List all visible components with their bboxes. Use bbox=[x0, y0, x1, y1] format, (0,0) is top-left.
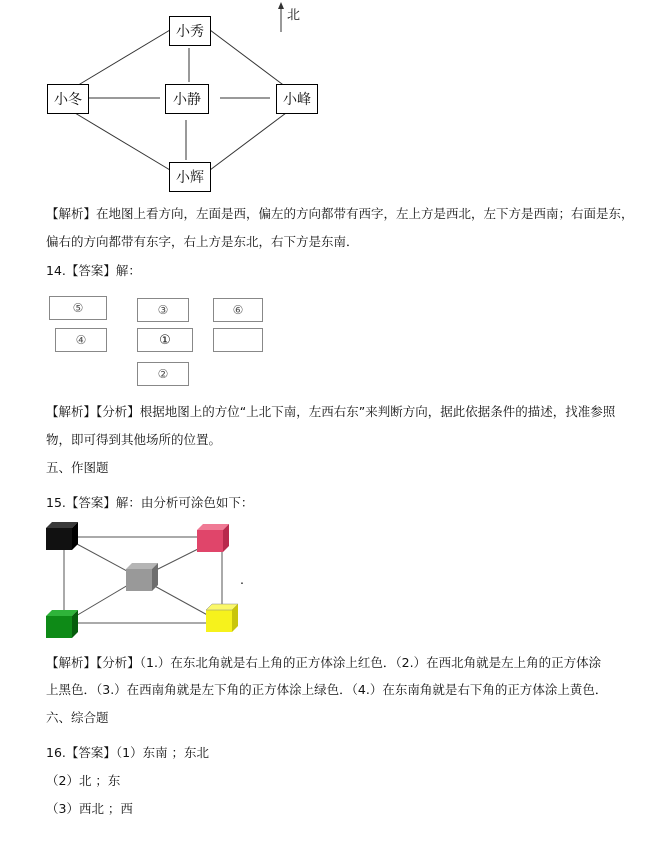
q15-answer-label: 15.【答案】解：由分析可涂色如下： bbox=[46, 495, 254, 510]
name-box-center: 小静 bbox=[165, 84, 209, 114]
cube-top-left bbox=[46, 522, 78, 550]
name-box-bottom: 小辉 bbox=[169, 162, 211, 192]
grid-cell-top-middle: ③ bbox=[137, 298, 189, 322]
cube-bottom-right bbox=[206, 604, 238, 632]
trailing-dot: . bbox=[240, 572, 244, 587]
cube-center bbox=[126, 563, 158, 591]
q14-analysis-line1: 【解析】【分析】根据地图上的方位“上北下南，左西右东”来判断方向，据此依据条件的描述，找准参照 bbox=[46, 404, 616, 419]
cube-top-right bbox=[197, 524, 229, 552]
name-box-left: 小冬 bbox=[47, 84, 89, 114]
q14-analysis-line2: 物，即可得到其他场所的位置。 bbox=[46, 432, 222, 447]
grid-cell-middle-left: ④ bbox=[55, 328, 107, 352]
section-five-heading: 五、作图题 bbox=[46, 460, 109, 475]
q15-analysis-line2: 上黑色．（3.）在西南角就是左下角的正方体涂上绿色．（4.）在东南角就是右下角的正方体涂上黄色． bbox=[46, 682, 608, 697]
q15-analysis-line1: 【解析】【分析】（1.）在东北角就是右上角的正方体涂上红色．（2.）在西北角就是左上角的正方体涂 bbox=[46, 655, 602, 670]
grid-cell-bottom-middle: ② bbox=[137, 362, 189, 386]
q16-answer-line2: （2）北 ；东 bbox=[46, 773, 121, 788]
section-six-heading: 六、综合题 bbox=[46, 710, 109, 725]
q16-answer-line1: 16.【答案】（1）东南 ；东北 bbox=[46, 745, 210, 760]
q14-answer-label: 14.【答案】解： bbox=[46, 263, 141, 278]
name-box-right: 小峰 bbox=[276, 84, 318, 114]
cube-bottom-left bbox=[46, 610, 78, 638]
name-box-top: 小秀 bbox=[169, 16, 211, 46]
grid-cell-center: ① bbox=[137, 328, 193, 352]
q16-answer-line3: （3）西北 ；西 bbox=[46, 801, 133, 816]
q13-analysis-line2: 偏右的方向都带有东字，右上方是东北，右下方是东南． bbox=[46, 234, 359, 249]
grid-cell-top-left: ⑤ bbox=[49, 296, 107, 320]
north-label: 北 bbox=[287, 8, 301, 23]
q13-analysis-line1: 【解析】在地图上看方向，左面是西，偏左的方向都带有西字，左上方是西北，左下方是西南；右面是东， bbox=[46, 206, 634, 221]
grid-cell-top-right: ⑥ bbox=[213, 298, 263, 322]
